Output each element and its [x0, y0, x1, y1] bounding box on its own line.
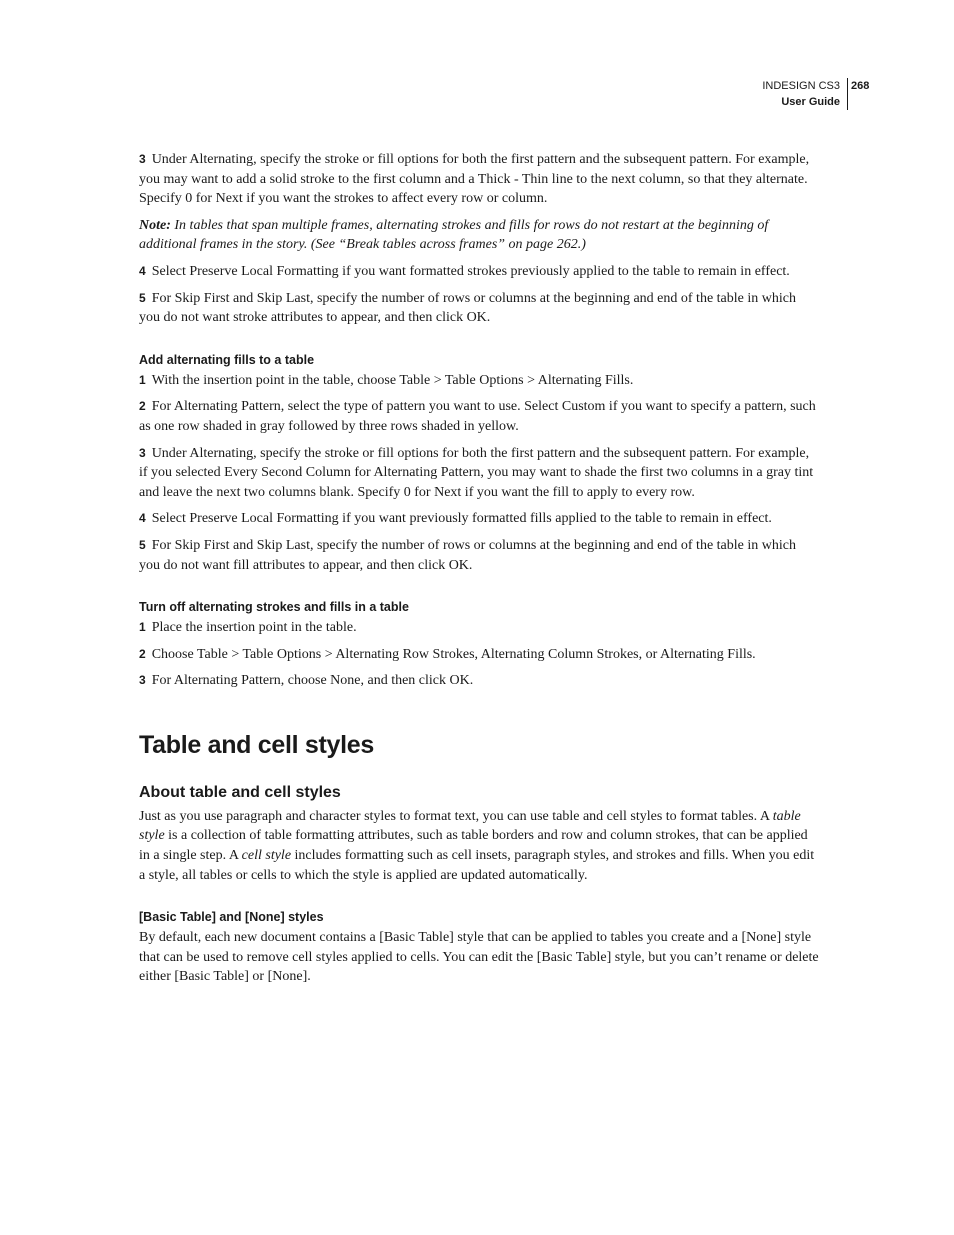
turnoff-step-1 — [139, 618, 819, 638]
step-number: 1 — [139, 372, 146, 387]
stroke-step-5 — [139, 289, 819, 328]
fills-heading: Add alternating fills to a table — [139, 352, 315, 367]
basic-heading: [Basic Table] and [None] styles — [139, 910, 324, 925]
about-text-1: Just as you use paragraph and character styles to format text, you can use table and cell styles to format tables. A — [139, 808, 773, 824]
note-label: Note: — [139, 217, 171, 233]
about-text-2: is a collection of table formatting attributes, such as table borders and row and column strokes, that can be applied in a single step. A — [139, 828, 808, 864]
step-number: 5 — [139, 290, 146, 305]
stroke-step-3 — [139, 150, 819, 209]
guide-name: User Guide — [762, 94, 848, 110]
step-number: 3 — [139, 445, 146, 460]
note-text: In tables that span multiple frames, alternating strokes and fills for rows do not restart at the beginning of additional frames in the story. (See “Break tables across frames” on page 262.) — [139, 217, 769, 253]
step-text: For Skip First and Skip Last, specify the number of rows or columns at the beginning and end of the table in which you do not want fill attributes to appear, and then click OK. — [139, 537, 796, 573]
step-text: Under Alternating, specify the stroke or fill options for both the first pattern and the subsequent pattern. For example, if you selected Every Second Column for Alternating Pattern, you may want to shade the first two columns in a gray tint and leave the next two columns blank. Specify 0 for Next if you want the fill to apply to every row. — [139, 445, 814, 500]
stroke-step-4 — [139, 262, 819, 282]
fills-step-4 — [139, 509, 819, 529]
about-heading: About table and cell styles — [139, 783, 341, 801]
fills-step-5 — [139, 536, 819, 575]
basic-paragraph: By default, each new document contains a [Basic Table] style that can be applied to tables you create and a [None] style that can be used to remove cell styles applied to cells. You can edit the [Basic Table] style, but you can’t rename or delete either [Basic Table] or [None]. — [139, 930, 819, 985]
step-text: Select Preserve Local Formatting if you want formatted strokes previously applied to the table to remain in effect. — [151, 263, 790, 279]
step-number: 3 — [139, 673, 146, 688]
step-number: 2 — [139, 646, 146, 661]
step-number: 4 — [139, 511, 146, 526]
step-number: 2 — [139, 399, 146, 414]
step-text: Select Preserve Local Formatting if you want previously formatted fills applied to the table to remain in effect. — [151, 511, 772, 527]
step-text: For Alternating Pattern, select the type of pattern you want to use. Select Custom if you want to specify a pattern, such as one row shaded in gray followed by three rows shaded in yellow. — [139, 399, 816, 434]
turnoff-step-2 — [139, 645, 819, 665]
step-number: 5 — [139, 537, 146, 552]
step-number: 1 — [139, 620, 146, 635]
step-text: With the insertion point in the table, choose Table > Table Options > Alternating Fills. — [151, 372, 634, 388]
body-text — [139, 150, 819, 994]
step-text: Place the insertion point in the table. — [151, 620, 357, 636]
page-number: 268 — [851, 80, 870, 92]
step-number: 3 — [139, 152, 146, 166]
step-text: For Skip First and Skip Last, specify the number of rows or columns at the beginning and end of the table in which you do not want stroke attributes to appear, and then click OK. — [139, 290, 796, 326]
fills-step-3 — [139, 444, 819, 503]
about-paragraph — [139, 807, 819, 885]
product-name: INDESIGN CS3 — [762, 78, 848, 94]
step-text: Under Alternating, specify the stroke or fill options for both the first pattern and the subsequent pattern. For example, you may want to add a solid stroke to the first column and a Thick - Thin line to the next column, so that they alternate. Specify 0 for Next if you want the strokes to affect every row or column. — [139, 152, 810, 207]
fills-step-1 — [139, 371, 819, 391]
about-term-cell-style: cell style — [241, 848, 292, 864]
chapter-title: Table and cell styles — [139, 730, 375, 759]
about-term-table-style: table style — [139, 808, 801, 844]
note-paragraph — [139, 216, 819, 255]
step-number: 4 — [139, 263, 146, 278]
step-text: For Alternating Pattern, choose None, and then click OK. — [151, 673, 474, 689]
about-text-3: includes formatting such as cell insets, paragraph styles, and strokes and fills. When you edit a style, all tables or cells to which the style is applied are updated automatically. — [139, 848, 815, 883]
turnoff-heading: Turn off alternating strokes and fills in a table — [139, 600, 409, 615]
turnoff-step-3 — [139, 671, 819, 691]
running-header — [762, 78, 848, 110]
fills-step-2 — [139, 397, 819, 436]
step-text: Choose Table > Table Options > Alternating Row Strokes, Alternating Column Strokes, or Alternating Fills. — [151, 646, 756, 662]
